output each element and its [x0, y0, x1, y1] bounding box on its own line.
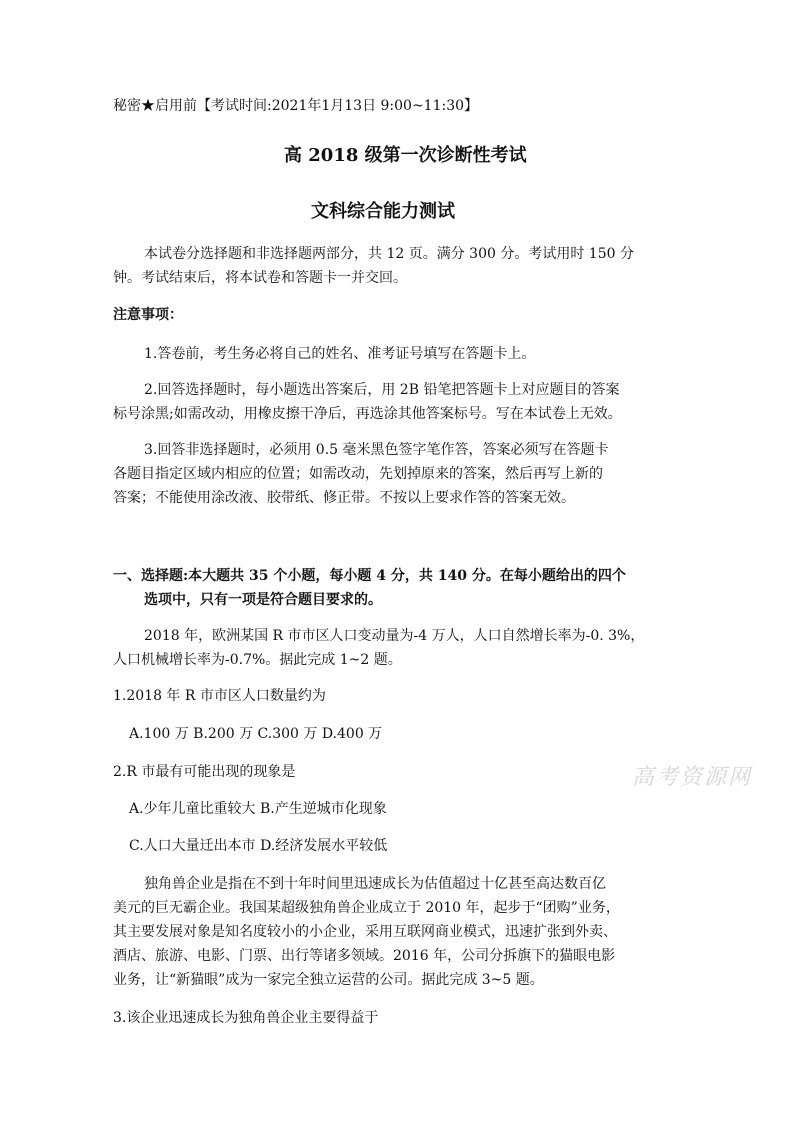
exam-title: 高 2018 级第一次诊断性考试 [284, 145, 527, 166]
question-2-stem: 2.R 市最有可能出现的现象是 [113, 764, 296, 780]
passage-2-line-4: 酒店、旅游、电影、门票、出行等诸多领域。2016 年，公司分拆旗下的猫眼电影 [113, 948, 616, 964]
intro-line-2: 钟。考试结束后，将本试卷和答题卡一并交回。 [113, 270, 407, 286]
passage-1-line-1: 2018 年，欧洲某国 R 市市区人口变动量为-4 万人，人口自然增长率为-0. 3%， [144, 628, 645, 644]
section-heading-line-2: 选项中，只有一项是符合题目要求的。 [144, 592, 382, 608]
question-3-stem: 3.该企业迅速成长为独角兽企业主要得益于 [113, 1010, 379, 1026]
watermark: 高考资源网 [632, 765, 753, 790]
notice-item-3-line-1: 3.回答非选择题时，必须用 0.5 毫米黑色签字笔作答，答案必须写在答题卡 [144, 442, 609, 458]
question-1-options: A.100 万 B.200 万 C.300 万 D.400 万 [129, 726, 383, 742]
intro-line-1: 本试卷分选择题和非选择题两部分，共 12 页。满分 300 分。考试用时 150 分 [144, 246, 634, 262]
passage-2-line-5: 业务，让“新猫眼”成为一家完全独立运营的公司。据此完成 3~5 题。 [113, 972, 544, 988]
notice-item-2-line-1: 2.回答选择题时，每小题选出答案后，用 2B 铅笔把答题卡上对应题目的答案 [144, 382, 620, 398]
notice-item-3-line-3: 答案；不能使用涂改液、胶带纸、修正带。不按以上要求作答的答案无效。 [113, 490, 575, 506]
notice-item-2-line-2: 标号涂黑;如需改动，用橡皮擦干净后，再选涂其他答案标号。写在本试卷上无效。 [113, 406, 622, 422]
passage-1-line-2: 人口机械增长率为-0.7%。据此完成 1~2 题。 [113, 652, 402, 668]
passage-2-line-1: 独角兽企业是指在不到十年时间里迅速成长为估值超过十亿甚至高达数百亿 [144, 876, 606, 892]
section-heading-line-1: 一、选择题:本大题共 35 个小题，每小题 4 分，共 140 分。在每小题给出的四个 [113, 568, 626, 584]
notice-item-3-line-2: 各题目指定区域内相应的位置；如需改动，先划掉原来的答案，然后再写上新的 [113, 466, 603, 482]
question-1-stem: 1.2018 年 R 市市区人口数量约为 [113, 688, 326, 704]
notice-heading: 注意事项： [113, 307, 183, 323]
exam-subtitle: 文科综合能力测试 [311, 201, 455, 222]
question-2-options-line-1: A.少年儿童比重较大 B.产生逆城市化现象 [129, 801, 387, 817]
passage-2-line-3: 其主要发展对象是知名度较小的小企业，采用互联网商业模式，迅速扩张到外卖、 [113, 924, 617, 940]
notice-item-1: 1.答卷前，考生务必将自己的姓名、准考证号填写在答题卡上。 [144, 346, 536, 362]
header-line: 秘密★启用前【考试时间:2021年1月13日 9:00~11:30】 [113, 98, 479, 114]
question-2-options-line-2: C.人口大量迁出本市 D.经济发展水平较低 [129, 838, 388, 854]
passage-2-line-2: 美元的巨无霸企业。我国某超级独角兽企业成立于 2010 年，起步于“团购”业务， [113, 900, 620, 916]
